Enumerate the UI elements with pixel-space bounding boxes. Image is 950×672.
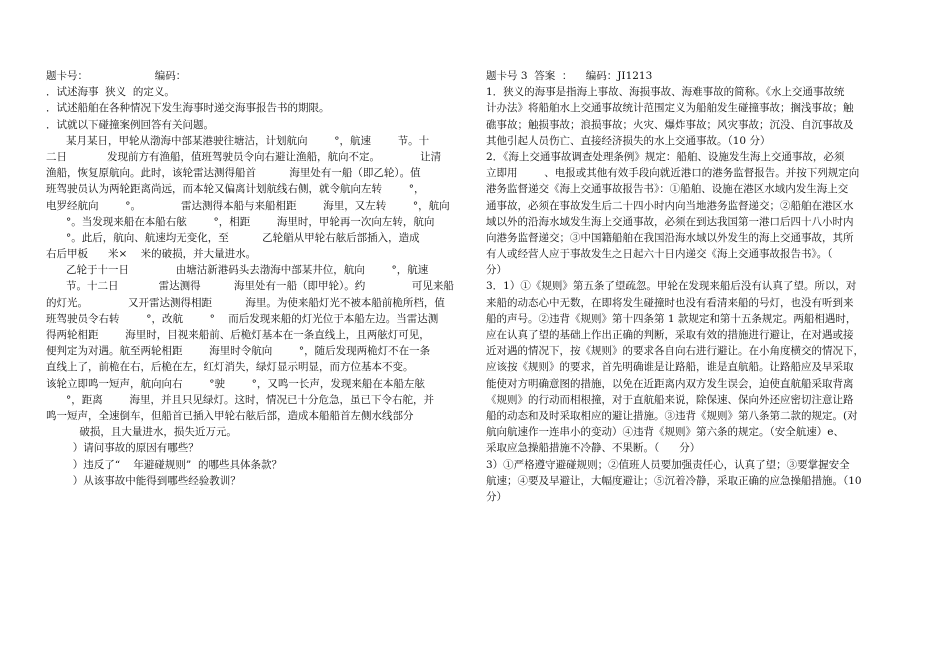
question-line: 该轮立即鸣一短声，航向向右 °驶 °，又鸣一长声，发现来船在本船左舷 (46, 377, 425, 390)
question-line: 便判定为对遇。航至两轮相距 海里时令航向 °，随后发现两桅灯不在一条 (46, 345, 431, 358)
answer-line: 应该按《规则》的要求，首先明确谁是让路船，谁是直航船。让路船应及早采取 (486, 361, 854, 374)
answer-line: 《规则》的行动而相根撞，对于直航船来说，除保速、保向外还应密切注意让路 (486, 393, 854, 406)
answer-line: 3．1）①《规则》第五条了望疏忽。甲轮在发现来船后没有认真了望。所以，对 (486, 280, 857, 293)
answer-line: 计办法》将船舶水上交通事故统计范围定义为船舶发生碰撞事故；搁浅事故；触 (486, 102, 854, 115)
answer-line: 3）①严格遵守避碰规则；②值班人员要加强责任心，认真了望；③要掌握安全 (486, 458, 850, 471)
question-line: 右后甲板 米× 米的破损，并大量进水。 (46, 248, 257, 261)
question-column (46, 68, 472, 489)
answer-line: 立即用 、电报或其他有效手段向就近港口的港务监督报告。并按下列规定向 (486, 167, 860, 180)
question-line: 电罗经航向 °。 雷达测得本船与来船相距 海里，又左转 °，航向 (46, 199, 450, 212)
answer-line: 船的动态和及时采取相应的避让措施。③违背《规则》第八条第二款的规定。(对 (486, 409, 858, 422)
question-text (46, 84, 472, 489)
question-line: 乙轮于十一日 由塘沽新港码头去渤海中部某井位，航向 °，航速 (46, 264, 429, 277)
question-line: 渔船，恢复原航向。此时，该轮雷达测得船首 海里处有一船（即乙轮）。值 (46, 167, 421, 180)
question-line: ）从该事故中能得到哪些经验教训？ (46, 474, 241, 487)
question-line: 鸣一短声，全速倒车，但船首已插入甲轮右舷后部，造成本船船首左侧水线部分 (46, 409, 414, 422)
answer-line: 域以外的沿海水域发生海上交通事故，必须在到达我国第一港口后四十八小时内 (486, 215, 854, 228)
question-line: ）请问事故的原因有哪些？ (46, 442, 199, 455)
answer-line: 1．狭义的海事是指海上事故、海损事故、海难事故的简称。《水上交通事故统 (486, 86, 845, 99)
answer-text (486, 84, 908, 505)
question-line: °，距离 海里，并且只见绿灯。这时，情况已十分危急，虽已下令右舵，并 (46, 393, 434, 406)
answer-line: 应在认真了望的基础上作出正确的判断，采取有效的措施进行避让，在对遇或接 (486, 329, 854, 341)
question-line: ．试述海事 狭义 的定义。 (46, 86, 175, 99)
answer-line: 分） (486, 490, 507, 503)
answer-line: 船的声号。②违背《规则》第十四条第 1 款规定和第十五条规定。两船相遇时， (486, 312, 857, 325)
answer-header: 题卡号 3 答案 ： 编码：JI1213 (486, 70, 653, 82)
question-line: ．试就以下碰撞案例回答有关问题。 (46, 118, 214, 131)
answer-line: 港务监督递交《海上交通事故报告书》：①船舶、设施在港区水域内发生海上交 (486, 183, 849, 196)
answer-line: 其他引起人员伤亡、直接经济损失的水上交通事故。（10 分） (486, 134, 771, 147)
answer-line: 采取应急操船措施不冷静、不果断。（ 分） (486, 442, 701, 455)
answer-line: 航向航速作一连串小的变动）④违背《规则》第六条的规定。（安全航速）e、 (486, 426, 844, 439)
answer-line: 通事故，必须在事故发生后二十四小时内向当地港务监督递交；②船舶在港区水 (486, 199, 854, 212)
answer-line: 礁事故；触损事故；浪损事故；火灾、爆炸事故；风灾事故；沉没、自沉事故及 (486, 118, 854, 131)
answer-line: 2．《海上交通事故调查处理条例》规定：船舶、设施发生海上交通事故，必须 (486, 150, 845, 163)
answer-line: 有人或经营人应于事故发生之日起六十日内递交《海上交通事故报告书》。（ (486, 248, 833, 261)
answer-column (486, 68, 908, 505)
question-line: 破损，且大量进水，损失近万元。 (46, 426, 237, 439)
question-line: °。当发现来船在本船右舷 °，相距 海里时，甲轮再一次向左转，航向 (46, 215, 435, 228)
answer-line: 航速；④要及早避让，大幅度避让；⑤沉着冷静，采取正确的应急操船措施。（10 (486, 474, 862, 487)
answer-line: 向港务监督递交；③中国籍船舶在我国沿海水域以外发生的海上交通事故，其所 (486, 231, 854, 244)
question-line: 节。十二日 雷达测得 海里处有一船（即甲轮）。约 可见来船 (46, 280, 454, 293)
question-line: ）违反了“ 年避碰规则” 的哪些具体条款？ (46, 458, 282, 471)
answer-line: 能使对方明确意图的措施，以免在近距离内双方发生误会，迫使直航船采取背离 (486, 377, 854, 390)
answer-line: 近对遇的情况下，按《规则》的要求各自向右进行避让。在小角度横交的情况下， (486, 345, 864, 358)
question-line: ．试述船舶在各种情况下发生海事时递交海事报告书的期限。 (46, 102, 330, 115)
question-line: 班驾驶员认为两轮距离尚远，而本轮又偏离计划航线右侧，就令航向左转 °， (46, 183, 425, 196)
answer-line: 分） (486, 264, 507, 277)
question-line: 二日 发现前方有渔船，值班驾驶员令向右避让渔船，航向不定。 让清 (46, 150, 442, 163)
question-line: 班驾驶员令右转 °，改航 ° 而后发现来船的灯光位于本船左边。当雷达测 (46, 312, 439, 325)
question-line: °。此后，航向、航速均无变化，至 乙轮艏从甲轮右舷后部插入，造成 (46, 231, 420, 244)
question-line: 某月某日，甲轮从渤海中部某港驶往塘沽，计划航向 °，航速 节。十 (46, 134, 430, 147)
question-line: 直线上了，前桅在右，后桅在左，红灯消失，绿灯显示明显，而方位基本不变。 (46, 361, 414, 374)
question-header: 题卡号： 编码： (46, 70, 187, 82)
question-line: 的灯光。 又开雷达测得相距 海里。为使来船灯光不被本船前桅所档，值 (46, 296, 445, 309)
answer-line: 来船的动态心中无数，在即将发生碰撞时也没有看清来船的号灯，也没有听到来 (486, 296, 854, 309)
question-line: 得两轮相距 海里时，目视来船前、后桅灯基本在一条直线上，且两舷灯可见， (46, 329, 430, 341)
